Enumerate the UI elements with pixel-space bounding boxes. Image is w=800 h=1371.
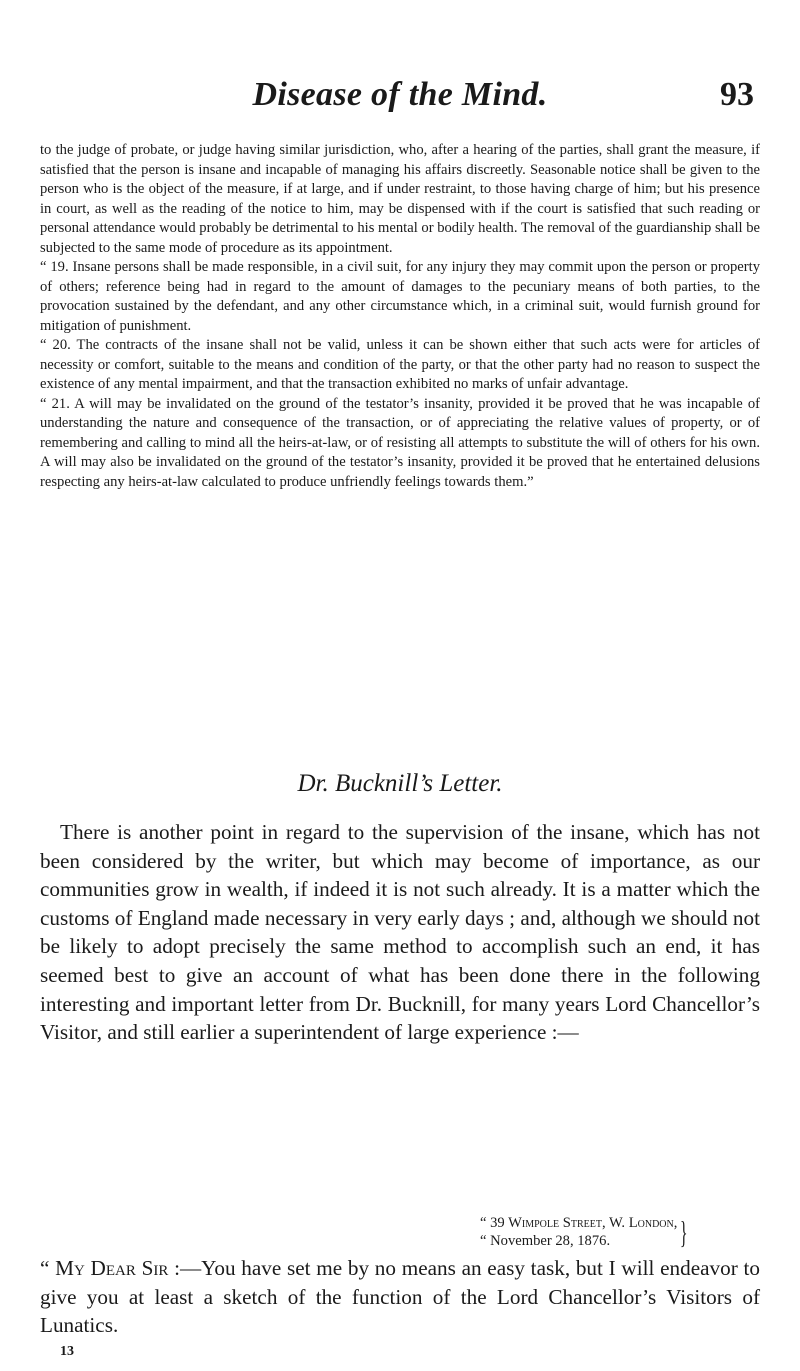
book-page	[40, 0, 760, 1371]
paragraph-guardianship: to the judge of probate, or judge having similar jurisdiction, who, after a hearing of the parties, shall grant the measure, if satisfied that the person is insane and incapable of managing his affairs discreetly. Seasonable notice shall be given to the person who is the object of the measure, if at large, and if under restraint, to those having charge of him; but his presence in court, as well as the reading of the notice to him, may be dispensed with if the court is satisfied that such reading or personal attendance would probably be detrimental to his mental or bodily health. The removal of the guardianship shall be subjected to the same mode of procedure as its appointment.	[40, 142, 760, 256]
quoted-statute-text	[40, 141, 760, 492]
address-brace: }	[679, 1214, 688, 1250]
running-head	[40, 76, 760, 116]
paragraph-section-21: “ 21. A will may be invalidated on the ground of the testator’s insanity, provided it be proved that he was incapable of understanding the nature and consequence of the transaction, or of appreciating the relative values of property, or of remembering and calling to mind all the heirs-at-law, or of resisting all attempts to substitute the will of others for his own. A will may also be invalidated on the ground of the testator’s insanity, provided it be proved that he entertained delusions respecting any heirs-at-law calculated to produce unfriendly feelings towards them.”	[40, 395, 760, 490]
main-text	[40, 818, 760, 1047]
page-number: 93	[720, 76, 754, 113]
paragraph-section-19: “ 19. Insane persons shall be made responsible, in a civil suit, for any injury they may commit upon the person or property of others; reference being had in regard to the amount of damages to the pecuniary means of both parties, to the provocation sustained by the defendant, and any other circumstance which, in a criminal suit, would furnish ground for mitigation of punishment.	[40, 259, 760, 334]
running-title: Disease of the Mind.	[252, 76, 548, 113]
address-street: “ 39 Wimpole Street, W. London,	[480, 1215, 678, 1231]
address-date: “ November 28, 1876.	[480, 1233, 611, 1249]
salutation-text: :—You have set me by no means an easy task, but I will endeavor to give you at least a sketch of the function of the Lord Chancellor’s Visitors of Lunatics.	[40, 1256, 760, 1338]
letter-address	[480, 1214, 688, 1250]
letter-salutation	[40, 1254, 760, 1340]
paragraph-section-20: “ 20. The contracts of the insane shall not be valid, unless it can be shown either that such acts were for articles of necessity or comfort, suitable to the means and condition of the party, or that the other party had no reason to suspect the existence of any mental impairment, and that the transaction exhibited no marks of unfair advantage.	[40, 337, 760, 392]
salutation-opening: “ My Dear Sir	[40, 1256, 169, 1280]
section-heading: Dr. Bucknill’s Letter.	[297, 770, 503, 797]
paragraph-supervision: There is another point in regard to the supervision of the insane, which has not been considered by the writer, but which may become of importance, as our communities grow in wealth, if indeed it is not such already. It is a matter which the customs of England made necessary in very early days ; and, although we should not be likely to adopt precisely the same method to accomplish such an end, it has seemed best to give an account of what has been done there in the following interesting and important letter from Dr. Bucknill, for many years Lord Chancellor’s Visitor, and still earlier a superintendent of large experience :—	[40, 820, 760, 1045]
signature-mark: 13	[60, 1344, 74, 1359]
